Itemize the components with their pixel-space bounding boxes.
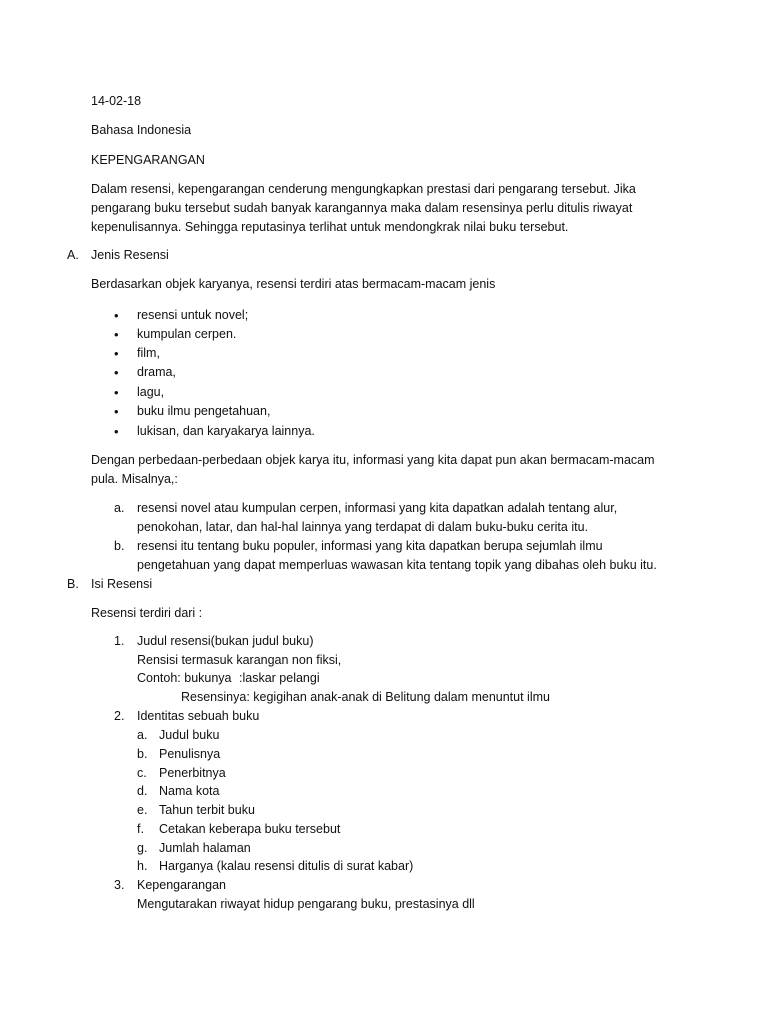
sub-item-label: b. [114,539,125,553]
bullet-icon: • [114,385,119,400]
sub-item-line: penokohan, latar, dan hal-hal lainnya yang terdapat di dalam buku-buku cerita itu. [137,520,588,534]
paragraph-line: pula. Misalnya,: [91,472,178,486]
identity-label: a. [137,728,148,742]
bullet-item: lukisan, dan karyakarya lainnya. [137,424,315,438]
numbered-text: Rensisi termasuk karangan non fiksi, [137,653,342,667]
identity-item: Jumlah halaman [159,841,251,855]
section-b-label: B. [67,577,79,591]
numbered-label: 3. [114,878,125,892]
numbered-title: Judul resensi(bukan judul buku) [137,634,314,648]
section-a-lead: Berdasarkan objek karyanya, resensi terdiri atas bermacam-macam jenis [91,277,496,291]
identity-label: f. [137,822,144,836]
bullet-icon: • [114,404,119,419]
identity-item: Cetakan keberapa buku tersebut [159,822,341,836]
sub-item-line: resensi novel atau kumpulan cerpen, informasi yang kita dapatkan adalah tentang alur, [137,501,618,515]
section-a-paragraph [91,451,691,489]
identity-label: b. [137,747,148,761]
bullet-icon: • [114,424,119,439]
sub-item-line: resensi itu tentang buku populer, informasi yang kita dapatkan berupa sejumlah ilmu [137,539,603,553]
identity-label: e. [137,803,148,817]
numbered-label: 2. [114,709,125,723]
identity-label: h. [137,859,148,873]
numbered-label: 1. [114,634,125,648]
bullet-item: drama, [137,365,176,379]
section-b-title: Isi Resensi [91,577,153,591]
contoh-value: :laskar pelangi [239,671,320,685]
sub-item-label: a. [114,501,125,515]
section-b-lead: Resensi terdiri dari : [91,606,203,620]
identity-item: Tahun terbit buku [159,803,255,817]
date-line: 14-02-18 [91,94,142,108]
bullet-icon: • [114,327,119,342]
sub-item-line: pengetahuan yang dapat memperluas wawasan kita tentang topik yang dibahas oleh buku itu. [137,558,657,572]
bullet-item: resensi untuk novel; [137,308,249,322]
bullet-icon: • [114,365,119,380]
bullet-icon: • [114,346,119,361]
resensi-example: Resensinya: kegigihan anak-anak di Belitung dalam menuntut ilmu [181,690,550,704]
intro-paragraph [91,180,691,237]
topic-title: KEPENGARANGAN [91,153,205,167]
numbered-title: Kepengarangan [137,878,226,892]
bullet-item: lagu, [137,385,165,399]
numbered-text: Mengutarakan riwayat hidup pengarang buku, prestasinya dll [137,897,475,911]
bullet-item: film, [137,346,160,360]
section-a-label: A. [67,248,79,262]
contoh-label: Contoh: bukunya [137,671,232,685]
identity-label: d. [137,784,148,798]
intro-line: kepenulisannya. Sehingga reputasinya terlihat untuk mendongkrak nilai buku tersebut. [91,220,569,234]
bullet-item: kumpulan cerpen. [137,327,237,341]
identity-label: c. [137,766,147,780]
identity-item: Judul buku [159,728,220,742]
identity-item: Harganya (kalau resensi ditulis di surat kabar) [159,859,414,873]
identity-item: Nama kota [159,784,220,798]
bullet-item: buku ilmu pengetahuan, [137,404,271,418]
intro-line: Dalam resensi, kepengarangan cenderung mengungkapkan prestasi dari pengarang tersebut. Jika [91,182,636,196]
intro-line: pengarang buku tersebut sudah banyak karangannya maka dalam resensinya perlu ditulis riwayat [91,201,633,215]
numbered-title: Identitas sebuah buku [137,709,260,723]
subject-line: Bahasa Indonesia [91,123,192,137]
section-a-title: Jenis Resensi [91,248,169,262]
identity-item: Penerbitnya [159,766,226,780]
paragraph-line: Dengan perbedaan-perbedaan objek karya itu, informasi yang kita dapat pun akan bermacam-macam [91,453,655,467]
identity-label: g. [137,841,148,855]
identity-item: Penulisnya [159,747,221,761]
bullet-icon: • [114,308,119,323]
